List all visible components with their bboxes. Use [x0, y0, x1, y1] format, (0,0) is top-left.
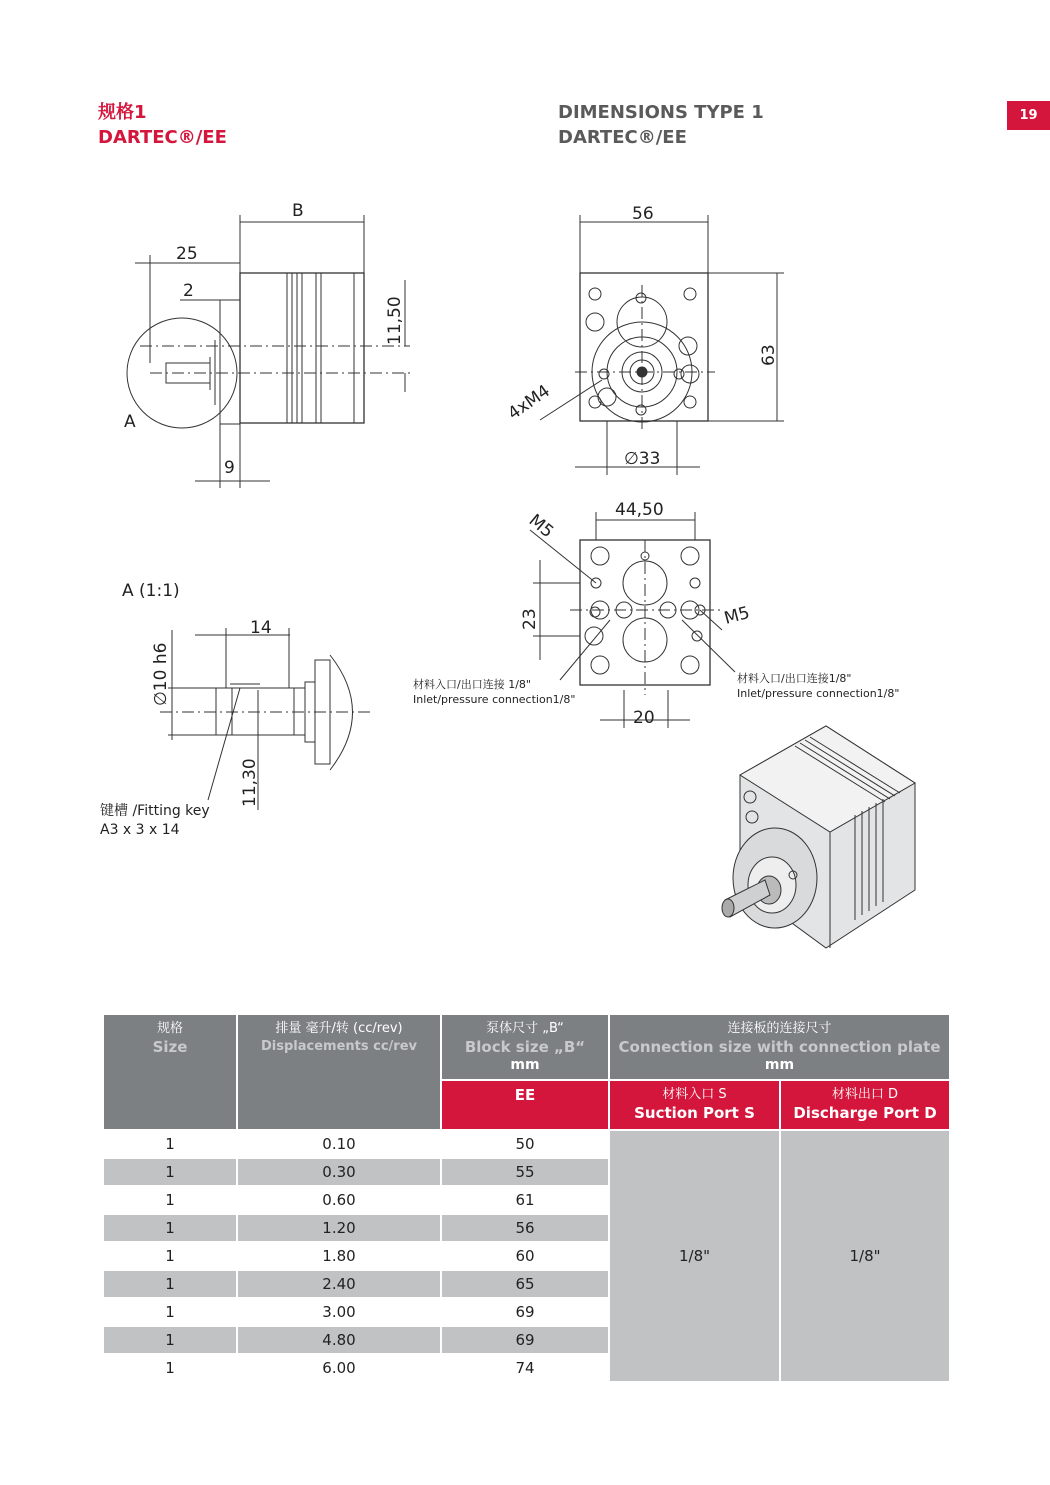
- dim-63: 63: [759, 344, 779, 366]
- dim-56: 56: [632, 204, 654, 224]
- dim-2: 2: [183, 281, 194, 301]
- title-cn: 规格1: [98, 102, 147, 123]
- table-row: 1 6.00 74: [103, 1354, 950, 1382]
- dim-25: 25: [176, 244, 198, 264]
- title-model: DARTEC®/EE: [98, 127, 227, 148]
- pump-3d-view: [722, 726, 915, 948]
- table-row: 1 0.30 55: [103, 1158, 950, 1186]
- dim-33: ∅33: [624, 449, 661, 469]
- dim-11-50: 11,50: [385, 296, 405, 345]
- title-dimensions: DIMENSIONS TYPE 1: [558, 102, 764, 123]
- table-row: 1 1.80 60: [103, 1242, 950, 1270]
- col-discharge: 材料出口 D Discharge Port D: [780, 1080, 950, 1130]
- inlet-en-left: Inlet/pressure connection1/8": [413, 693, 576, 706]
- fitting-key-cn: 键槽 /Fitting key: [100, 803, 210, 819]
- col-suction: 材料入口 S Suction Port S: [609, 1080, 780, 1130]
- dim-10h6: ∅10 h6: [151, 642, 171, 706]
- dim-23: 23: [520, 608, 540, 630]
- col-connection: 连接板的连接尺寸 Connection size with connection plate mm: [609, 1014, 950, 1080]
- label-m5-left: M5: [524, 510, 558, 543]
- inlet-en-right: Inlet/pressure connection1/8": [737, 687, 900, 700]
- spec-table: [102, 1013, 951, 1383]
- col-displacement: 排量 毫升/转 (cc/rev) Displacements cc/rev: [237, 1014, 441, 1130]
- discharge-port-value: 1/8": [780, 1130, 950, 1382]
- page-number-badge: 19: [1007, 101, 1050, 130]
- inlet-cn-right: 材料入口/出口连接1/8": [737, 672, 852, 685]
- table-row: 1 4.80 69: [103, 1326, 950, 1354]
- dim-20: 20: [633, 708, 655, 728]
- dim-14: 14: [250, 618, 272, 638]
- col-block-size: 泵体尺寸 „B“ Block size „B“ mm: [441, 1014, 609, 1080]
- table-row: 1 3.00 69: [103, 1298, 950, 1326]
- col-size: 规格 Size: [103, 1014, 237, 1130]
- suction-port-value: 1/8": [609, 1130, 780, 1382]
- fitting-key-en: A3 x 3 x 14: [100, 822, 180, 838]
- table-row: 1 2.40 65: [103, 1270, 950, 1298]
- dim-9: 9: [224, 458, 235, 478]
- detail-a-view: [160, 628, 370, 810]
- dim-b: B: [292, 201, 304, 221]
- col-ee: EE: [441, 1080, 609, 1130]
- dim-11-30: 11,30: [240, 758, 260, 807]
- subtitle-model: DARTEC®/EE: [558, 127, 687, 148]
- inlet-cn-left: 材料入口/出口连接 1/8": [413, 678, 531, 691]
- label-m5-right: M5: [722, 602, 752, 629]
- side-view: [127, 215, 410, 488]
- dim-44-50: 44,50: [615, 500, 664, 520]
- detail-a-title: A (1:1): [122, 581, 180, 601]
- table-row: 1 1.20 56: [103, 1214, 950, 1242]
- label-4xm4: 4xM4: [504, 381, 554, 425]
- front-view: [540, 215, 784, 475]
- table-row: 1 0.60 61: [103, 1186, 950, 1214]
- label-a: A: [124, 412, 136, 432]
- table-row: 1 0.10 50 1/8" 1/8": [103, 1130, 950, 1158]
